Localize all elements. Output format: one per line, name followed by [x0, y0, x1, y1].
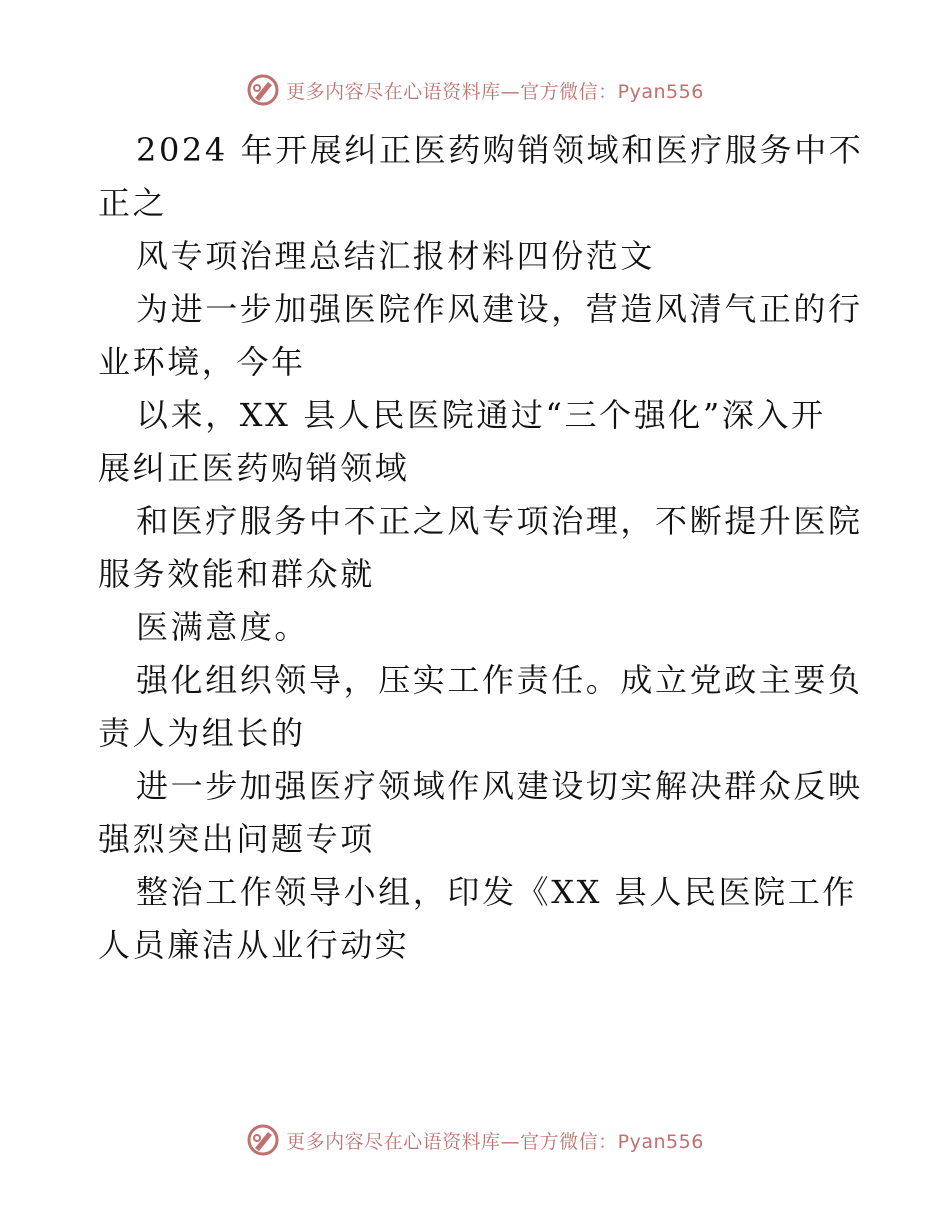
paragraph-line-7: 强化组织领导，压实工作责任。成立党政主要负 — [136, 661, 863, 699]
header-watermark-text: 更多内容尽在心语资料库—官方微信：Pyan556 — [286, 80, 704, 103]
paragraph-line-7-cont: 责人为组长的 — [98, 714, 306, 752]
paragraph-title-line-2: 风专项治理总结汇报材料四份范文 — [136, 237, 656, 275]
paragraph-line-9: 整治工作领导小组，印发《XX 县人民医院工作 — [136, 873, 857, 911]
paragraph-line-4-cont: 展纠正医药购销领域 — [98, 449, 410, 487]
paragraph-line-8: 进一步加强医疗领域作风建设切实解决群众反映 — [136, 767, 863, 805]
paragraph-title-line-1-cont: 正之 — [98, 184, 168, 222]
paragraph-line-3: 为进一步加强医院作风建设，营造风清气正的行 — [136, 290, 863, 328]
paragraph-line-6: 医满意度。 — [136, 608, 310, 646]
paragraph-line-3-cont: 业环境，今年 — [98, 343, 306, 381]
header-watermark-banner — [0, 70, 950, 110]
paragraph-line-9-cont: 人员廉洁从业行动实 — [98, 926, 410, 964]
paragraph-line-5-cont: 服务效能和群众就 — [98, 555, 375, 593]
footer-watermark-text: 更多内容尽在心语资料库—官方微信：Pyan556 — [286, 1130, 704, 1153]
paragraph-line-4: 以来，XX 县人民医院通过“三个强化”深入开 — [136, 396, 826, 434]
document-body — [98, 124, 864, 972]
pen-logo-icon — [246, 73, 280, 107]
paragraph-line-8-cont: 强烈突出问题专项 — [98, 820, 375, 858]
footer-watermark-banner — [0, 1120, 950, 1160]
paragraph-line-5: 和医疗服务中不正之风专项治理，不断提升医院 — [136, 502, 863, 540]
paragraph-title-line-1: 2024 年开展纠正医药购销领域和医疗服务中不 — [136, 131, 864, 169]
pen-logo-icon — [246, 1123, 280, 1157]
